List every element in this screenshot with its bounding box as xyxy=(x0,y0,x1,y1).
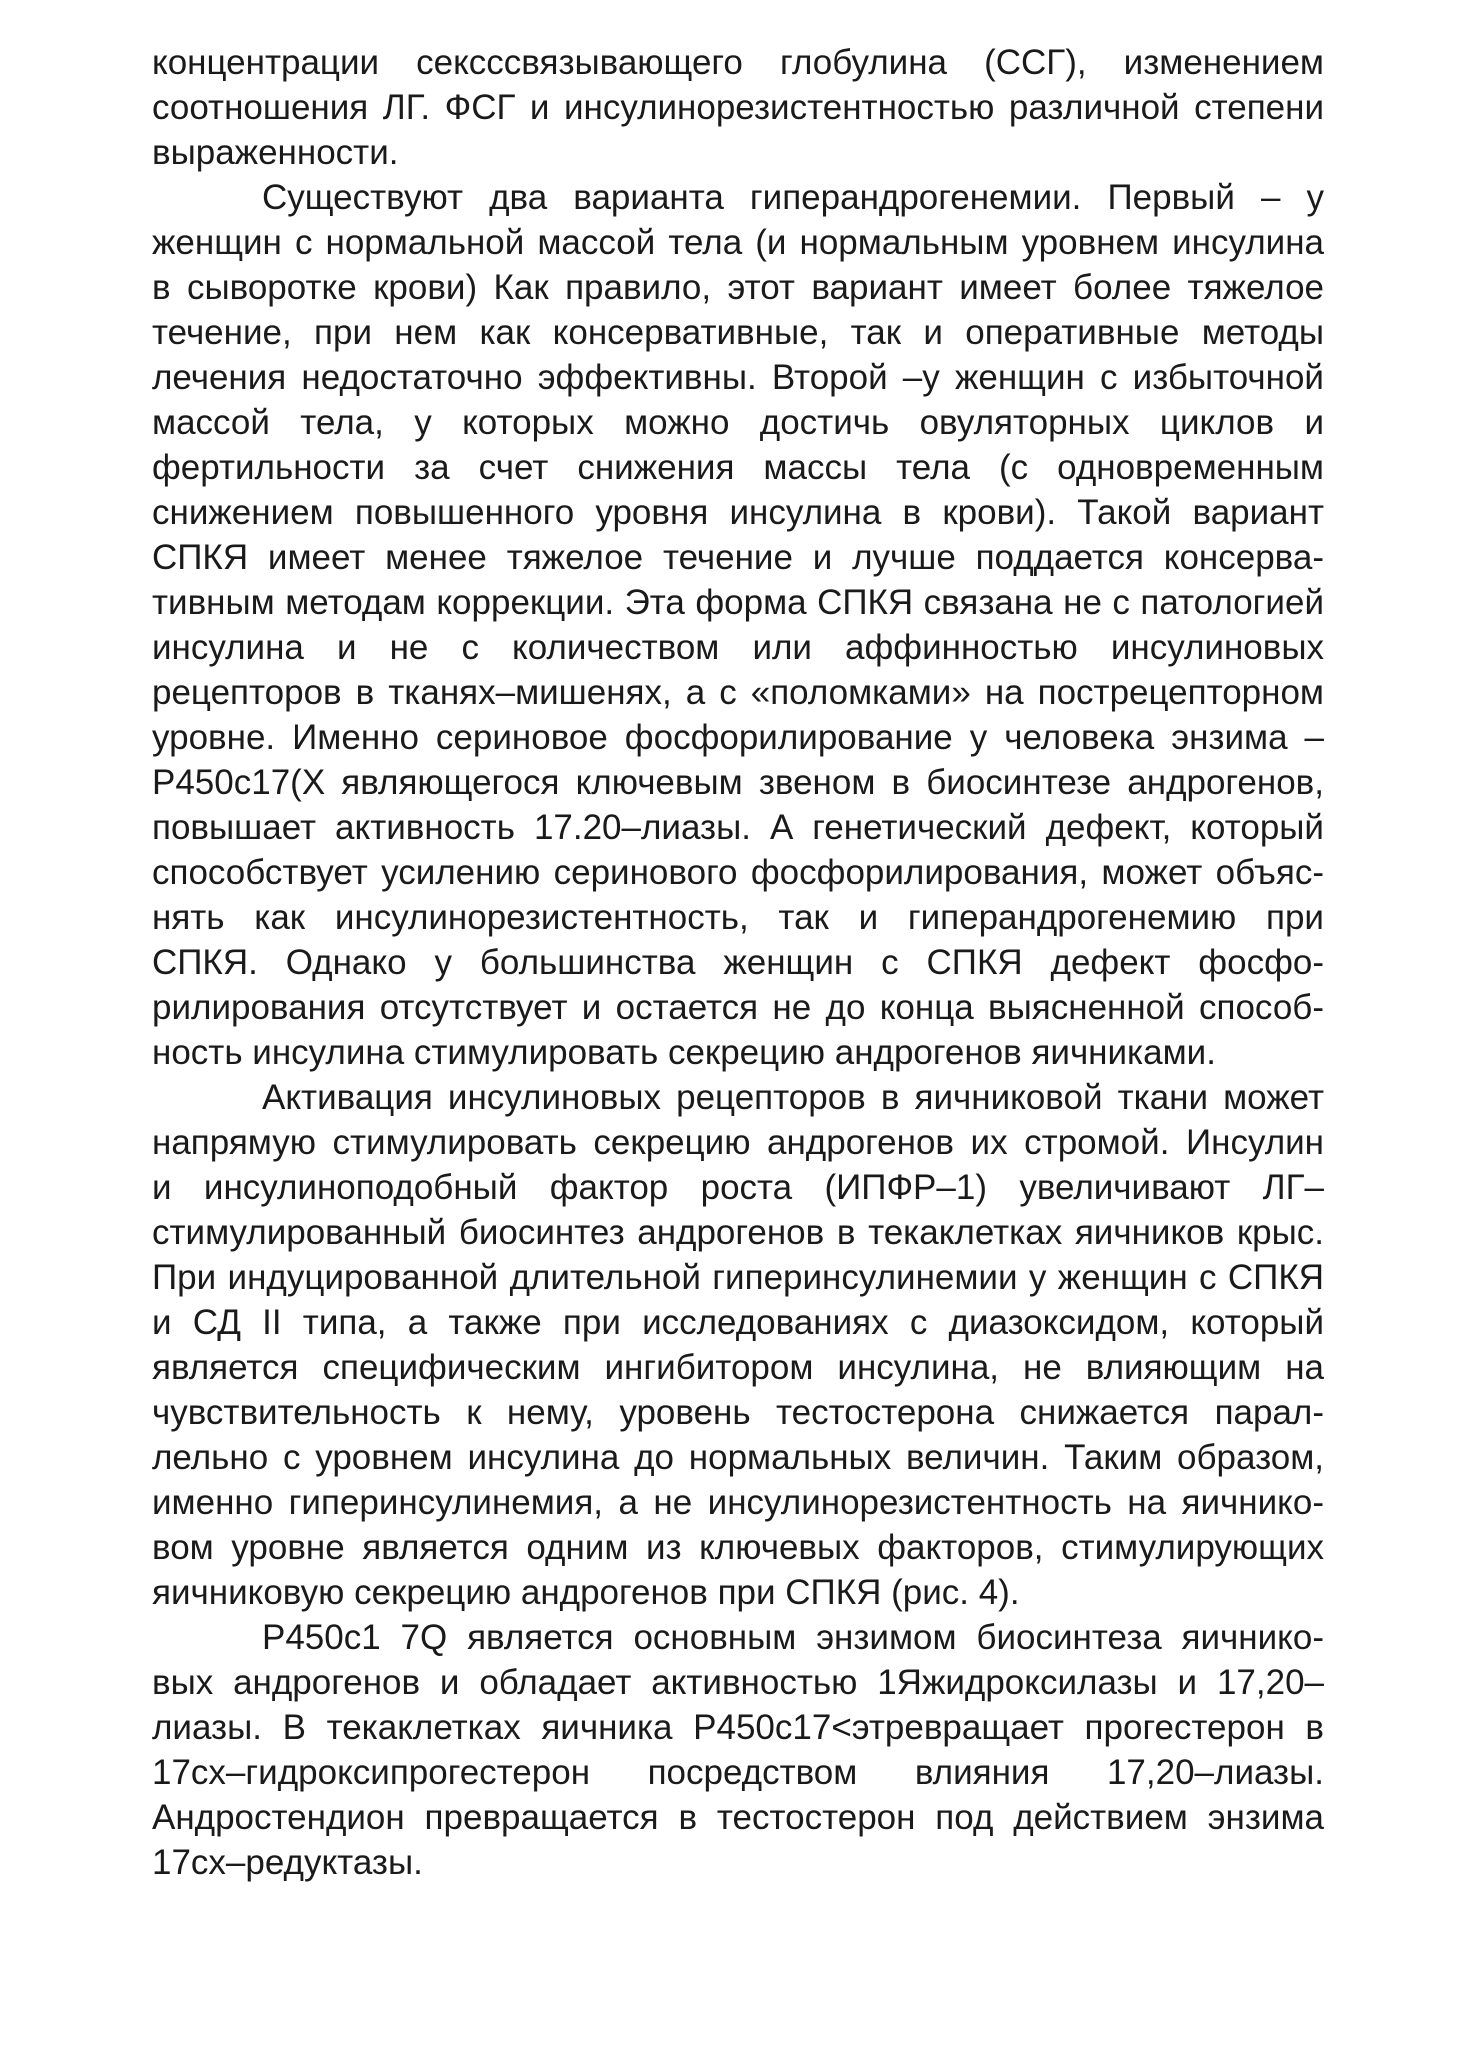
text-line: массой тела, у которых можно достичь овуляторных циклов и xyxy=(152,403,1324,442)
text-line: повышает активность 17.20–лиазы. А генетический дефект, который xyxy=(152,808,1324,847)
text-line: При индуцированной длительной гиперинсулинемии у женщин с СПКЯ xyxy=(152,1258,1324,1297)
text-line: Андростендион превращается в тестостерон под действием энзима xyxy=(152,1798,1324,1837)
text-line: лиазы. В текаклетках яичника P450c17<этревращает прогестерон в xyxy=(152,1708,1324,1747)
text-line: женщин с нормальной массой тела (и нормальным уровнем инсулина xyxy=(152,223,1324,262)
text-line: течение, при нем как консервативные, так и оперативные методы xyxy=(152,313,1324,352)
text-line: рилирования отсутствует и остается не до конца выясненной способ- xyxy=(152,988,1324,1027)
text-line: лельно с уровнем инсулина до нормальных величин. Таким образом, xyxy=(152,1438,1324,1477)
text-line: концентрации сексссвязывающего глобулина (ССГ), изменением xyxy=(152,43,1324,82)
text-line: СПКЯ имеет менее тяжелое течение и лучше поддается консерва- xyxy=(152,538,1324,577)
text-line: вом уровне является одним из ключевых факторов, стимулирующих xyxy=(152,1528,1324,1567)
text-line: тивным методам коррекции. Эта форма СПКЯ связана не с патологией xyxy=(152,583,1324,622)
text-line: стимулированный биосинтез андрогенов в текаклетках яичников крыс. xyxy=(152,1213,1324,1252)
text-line: Активация инсулиновых рецепторов в яичниковой ткани может xyxy=(262,1078,1324,1117)
text-line: ность инсулина стимулировать секрецию андрогенов яичниками. xyxy=(152,1033,1216,1072)
text-line: СПКЯ. Однако у большинства женщин с СПКЯ дефект фосфо- xyxy=(152,943,1324,982)
text-line: чувствительность к нему, уровень тестостерона снижается парал- xyxy=(152,1393,1324,1432)
text-line: способствует усилению серинового фосфорилирования, может объяс- xyxy=(152,853,1324,892)
text-line: вых андрогенов и обладает активностью 1Яжидроксилазы и 17,20– xyxy=(152,1663,1324,1702)
text-line: фертильности за счет снижения массы тела (с одновременным xyxy=(152,448,1324,487)
text-line: 17сх–гидроксипрогестерон посредством влияния 17,20–лиазы. xyxy=(152,1753,1324,1792)
text-line: и инсулиноподобный фактор роста (ИПФР–1) увеличивают ЛГ– xyxy=(152,1168,1324,1207)
text-line: лечения недостаточно эффективны. Второй –у женщин с избыточной xyxy=(152,358,1324,397)
paragraph-2 xyxy=(152,175,1324,1075)
text-line: рецепторов в тканях–мишенях, а с «поломками» на пострецепторном xyxy=(152,673,1324,712)
text-line: инсулина и не с количеством или аффинностью инсулиновых xyxy=(152,628,1324,667)
text-line: 17сх–редуктазы. xyxy=(152,1843,423,1882)
text-line: является специфическим ингибитором инсулина, не влияющим на xyxy=(152,1348,1324,1387)
text-line: выраженности. xyxy=(152,133,399,172)
paragraph-4 xyxy=(152,1615,1324,1885)
paragraph-1 xyxy=(152,40,1324,175)
text-line: в сыворотке крови) Как правило, этот вариант имеет более тяжелое xyxy=(152,268,1324,307)
paragraph-3 xyxy=(152,1075,1324,1615)
text-line: соотношения ЛГ. ФСГ и инсулинорезистентностью различной степени xyxy=(152,88,1324,127)
document-page xyxy=(152,40,1324,1885)
text-line: снижением повышенного уровня инсулина в крови). Такой вариант xyxy=(152,493,1324,532)
text-line: P450c1 7Q является основным энзимом биосинтеза яичнико- xyxy=(262,1618,1324,1657)
text-line: P450c17(X являющегося ключевым звеном в биосинтезе андрогенов, xyxy=(152,763,1324,802)
text-line: и СД II типа, а также при исследованиях с диазоксидом, который xyxy=(152,1303,1324,1342)
text-line: напрямую стимулировать секрецию андрогенов их стромой. Инсулин xyxy=(152,1123,1324,1162)
text-line: именно гиперинсулинемия, а не инсулинорезистентность на яичнико- xyxy=(152,1483,1324,1522)
text-line: яичниковую секрецию андрогенов при СПКЯ (рис. 4). xyxy=(152,1573,1020,1612)
text-line: нять как инсулинорезистентность, так и гиперандрогенемию при xyxy=(152,898,1324,937)
text-line: Существуют два варианта гиперандрогенемии. Первый – у xyxy=(262,178,1324,217)
text-line: уровне. Именно сериновое фосфорилирование у человека энзима – xyxy=(152,718,1324,757)
